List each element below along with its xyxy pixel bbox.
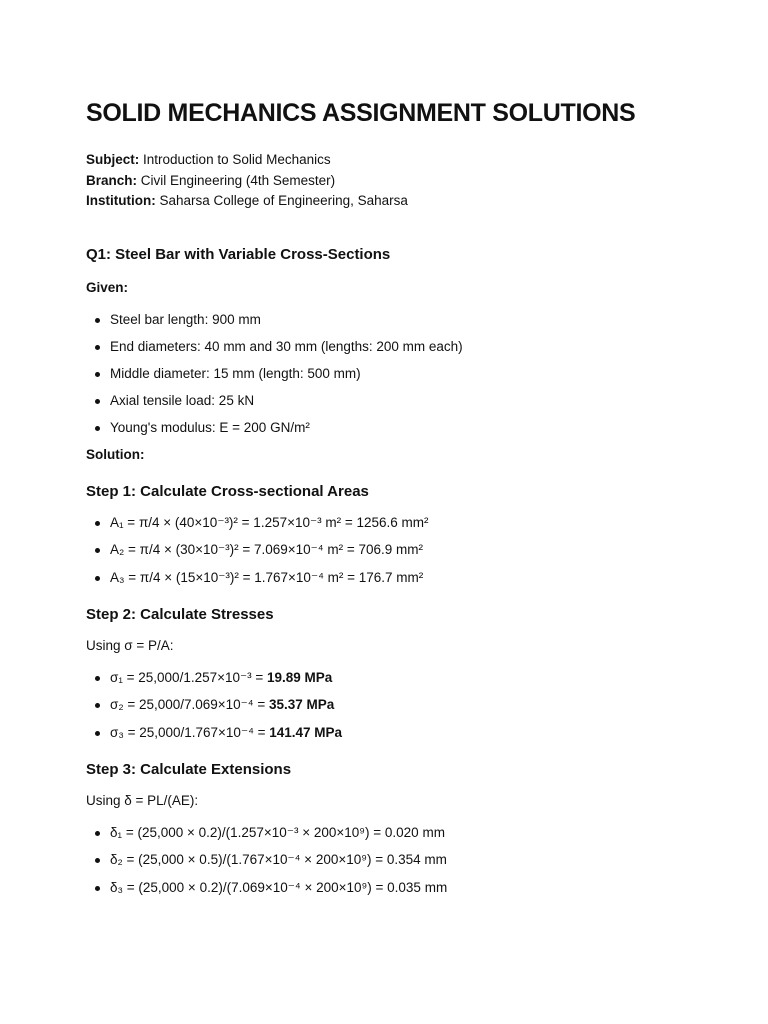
step1-heading: Step 1: Calculate Cross-sectional Areas [86, 482, 369, 500]
meta-branch [86, 171, 682, 192]
extension-item-2: δ₂ = (25,000 × 0.5)/(1.767×10⁻⁴ × 200×10⁹) = 0.354 mm [110, 851, 682, 869]
meta-institution-value: Saharsa College of Engineering, Saharsa [159, 193, 408, 208]
given-item-modulus: Young's modulus: E = 200 GN/m² [110, 419, 682, 437]
stress-item-2 [110, 696, 682, 714]
meta-branch-value: Civil Engineering (4th Semester) [140, 172, 336, 188]
step3-heading: Step 3: Calculate Extensions [86, 760, 292, 778]
meta-institution [86, 191, 682, 212]
stress-result: 35.37 MPa [269, 697, 335, 712]
meta-subject [86, 150, 682, 171]
stress-expression: σ₂ = 25,000/7.069×10⁻⁴ = [110, 697, 269, 712]
meta-subject-label: Subject: [86, 152, 140, 167]
stress-item-1 [110, 669, 682, 687]
stress-item-3 [110, 724, 682, 742]
step3-list [86, 824, 682, 897]
extension-item-3: δ₃ = (25,000 × 0.2)/(7.069×10⁻⁴ × 200×10⁹) = 0.035 mm [110, 879, 682, 897]
stress-result: 141.47 MPa [269, 724, 343, 740]
meta-block [86, 150, 682, 212]
document-title: SOLID MECHANICS ASSIGNMENT SOLUTIONS [86, 99, 636, 127]
q1-heading: Q1: Steel Bar with Variable Cross-Sections [86, 245, 391, 263]
stress-expression: σ₁ = 25,000/1.257×10⁻³ = [110, 669, 268, 685]
extension-item-1: δ₁ = (25,000 × 0.2)/(1.257×10⁻³ × 200×10⁹) = 0.020 mm [110, 824, 682, 842]
stress-expression: σ₃ = 25,000/1.767×10⁻⁴ = [110, 724, 270, 740]
meta-branch-label: Branch: [86, 172, 138, 188]
meta-subject-value: Introduction to Solid Mechanics [143, 152, 331, 167]
step2-intro: Using σ = P/A: [86, 637, 174, 653]
given-item-end-diameters: End diameters: 40 mm and 30 mm (lengths: 200 mm each) [110, 338, 682, 356]
meta-institution-label: Institution: [86, 193, 156, 208]
given-item-middle-diameter: Middle diameter: 15 mm (length: 500 mm) [110, 365, 682, 383]
solution-label: Solution: [86, 446, 145, 462]
given-label: Given: [86, 279, 129, 295]
area-item-2: A₂ = π/4 × (30×10⁻³)² = 7.069×10⁻⁴ m² = 706.9 mm² [110, 541, 682, 559]
given-item-load: Axial tensile load: 25 kN [110, 392, 682, 410]
given-item-length: Steel bar length: 900 mm [110, 311, 682, 329]
step2-list [86, 669, 682, 742]
area-item-1: A₁ = π/4 × (40×10⁻³)² = 1.257×10⁻³ m² = 1256.6 mm² [110, 514, 682, 532]
given-list [86, 311, 682, 437]
step2-heading: Step 2: Calculate Stresses [86, 605, 274, 623]
step3-intro: Using δ = PL/(AE): [86, 792, 199, 808]
step1-list [86, 514, 682, 587]
area-item-3: A₃ = π/4 × (15×10⁻³)² = 1.767×10⁻⁴ m² = 176.7 mm² [110, 569, 682, 587]
stress-result: 19.89 MPa [267, 669, 333, 685]
